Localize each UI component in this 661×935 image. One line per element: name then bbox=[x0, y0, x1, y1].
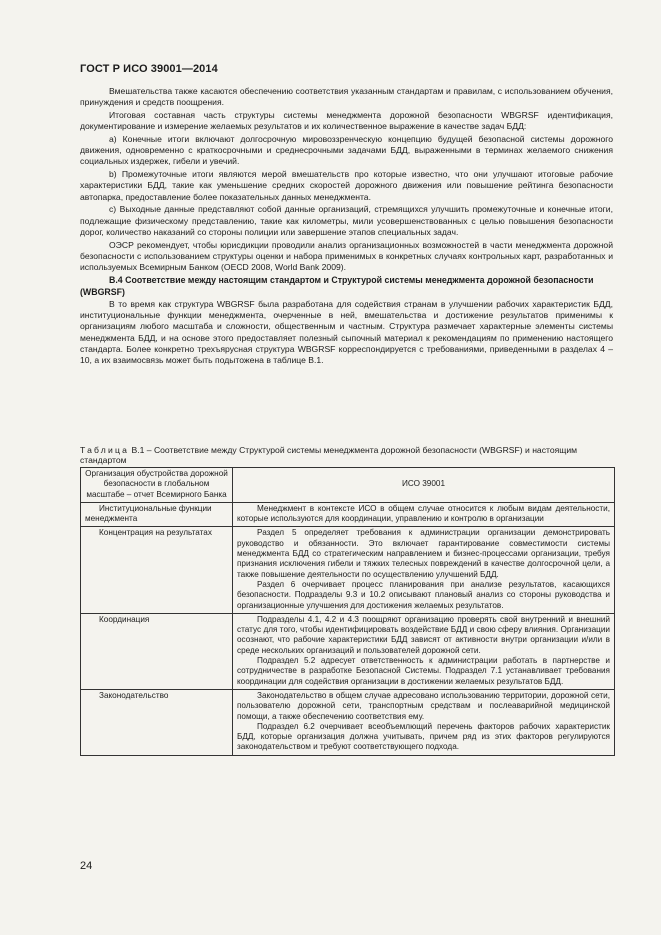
table-row bbox=[81, 527, 615, 613]
cell-paragraph: Раздел 6 очерчивает процесс планирования при анализе результатов, касающихся безопасности. Подразделы 9.3 и 10.2 описывают плановый анализ со стороны руководства и организационные улучшения для достижения желаемых результатов. bbox=[237, 579, 610, 610]
correspondence-table bbox=[80, 467, 615, 756]
table-cell-left: Координация bbox=[81, 613, 233, 689]
table-cell-left: Законодательство bbox=[81, 689, 233, 755]
paragraph: Итоговая составная часть структуры системы менеджмента дорожной безопасности WBGRSF идентификация, документирование и измерение желаемых результатов и их количественное выражение в качестве задач БДД: bbox=[80, 110, 613, 132]
table-header-row bbox=[81, 468, 615, 503]
cell-paragraph: Подразделы 4.1, 4.2 и 4.3 поощряют организацию проверять свой внутренний и внешний статус для того, чтобы идентифицировать воздействие БДД и свою сферу влияния. Организации осознают, что рабочие характеристики БДД зависят от активности внутри организации и/или в среде нескольких организаций и пользователей дорожной сети. bbox=[237, 614, 610, 655]
table-cell-right bbox=[233, 502, 615, 527]
table-header-right: ИСО 39001 bbox=[233, 468, 615, 503]
table-row bbox=[81, 613, 615, 689]
table-cell-right bbox=[233, 689, 615, 755]
table-row bbox=[81, 689, 615, 755]
document-header: ГОСТ Р ИСО 39001—2014 bbox=[80, 63, 218, 75]
table-cell-right bbox=[233, 527, 615, 613]
paragraph: В то время как структура WBGRSF была разработана для содействия странам в улучшении рабочих характеристик БДД, институциональные функции менеджмента, очерченные в ней, вмешательства и достижение результатов применимы к организациям любого масштаба и сложности, общественным и частным. Структура размечает характерные элементы системы менеджмента БДД, и на основе этого предоставляет полезный сыпочный материал к рекомендациям по применению настоящего стандарта. Более конкретно трехъярусная структура WBGRSF корреспондируется с требованиями, приведенными в разделах 4 – 10, а их взаимосвязь может быть подытожена в таблице В.1. bbox=[80, 299, 613, 366]
table-row bbox=[81, 502, 615, 527]
page-number: 24 bbox=[80, 860, 93, 872]
paragraph: Вмешательства также касаются обеспечению соответствия указанным стандартам и правилам, с использованием обучения, принуждения и средств поощрения. bbox=[80, 86, 613, 108]
section-heading: B.4 Соответствие между настоящим стандартом и Структурой системы менеджмента дорожной безопасности (WBGRSF) bbox=[80, 275, 594, 297]
table-cell-left: Институциональные функции менеджмента bbox=[81, 502, 233, 527]
cell-paragraph: Менеджмент в контексте ИСО в общем случае относится к любым видам деятельности, которые используются для координации, управлению и контролю в организации bbox=[237, 503, 610, 524]
paragraph: ОЭСР рекомендует, чтобы юрисдикции проводили анализ организационных возможностей в части менеджмента дорожной безопасности с использованием структуры оценки и набора применимых в конкретных случаях контрольных карт, разработанных и используемых Всемирным Банком (OECD 2008, World Bank 2009). bbox=[80, 239, 613, 273]
paragraph: b) Промежуточные итоги являются мерой вмешательств про которые известно, что они улучшают итоговые рабочие характеристики БДД, такие как уменьшение средних скоростей дорожного движения или повышение рейтинга безопасности автопарка, предоставление более показательных данных менеджмента. bbox=[80, 169, 613, 202]
table-header-left: Организация обустройства дорожной безопасности в глобальном масштабе – отчет Всемирного Банка bbox=[81, 468, 233, 503]
cell-paragraph: Раздел 5 определяет требования к администрации организации демонстрировать руководство и обязанности. Это включает гарантирование совместимости системы менеджмента БДД со стратегическим направлением и бизнес-процессами организации, требуя признания исключения гибели и тяжких телесных повреждений в качестве долгосрочной цели, а также повышение деятельности по осуществлению улучшений БДД. bbox=[237, 528, 610, 579]
table-cell-right bbox=[233, 613, 615, 689]
table-caption-text: В.1 – Соответствие между Структурой системы менеджмента дорожной безопасности (WBGRSF) и настоящим стандартом bbox=[80, 445, 578, 466]
cell-paragraph: Подраздел 5.2 адресует ответственность к администрации работать в партнерстве и сотрудничестве в разработке Безопасной Системы. Подраздел 7.1 устанавливает требования координации для содействия организации в достижении желаемых результатов БДД. bbox=[237, 656, 610, 686]
document-body bbox=[80, 86, 613, 368]
table-caption-word: Таблица bbox=[80, 445, 130, 455]
paragraph: c) Выходные данные представляют собой данные организаций, стремящихся улучшить промежуточные и конечные итоги, подлежащие физическому представлению, такие как километры, мили усовершенствованных с целью повышения безопасности дорог, количество наказаний со стороны полиции или завершение этапов специальных задач. bbox=[80, 204, 613, 237]
table-cell-left: Концентрация на результатах bbox=[81, 527, 233, 613]
paragraph: а) Конечные итоги включают долгосрочную мировоззренческую концепцию будущей безопасной системы дорожного движения, одновременно с краткосрочными и среднесрочными задачами БДД, выраженными в терминах желаемого снижения социальных издержек, гибели и увечий. bbox=[80, 134, 613, 167]
cell-paragraph: Подраздел 6.2 очерчивает всеобъемлющий перечень факторов рабочих характеристик БДД, которые организация должна учитывать, причем ряд из этих факторов регулируются законодательством и требуют соответствующего подхода. bbox=[237, 721, 610, 752]
table-caption bbox=[80, 445, 615, 466]
cell-paragraph: Законодательство в общем случае адресовано использованию территории, дорожной сети, пользователю дорожной сети, транспортным средствам и послеаварийной медицинской помощи, а также обеспечению соответствия ему. bbox=[237, 690, 610, 721]
